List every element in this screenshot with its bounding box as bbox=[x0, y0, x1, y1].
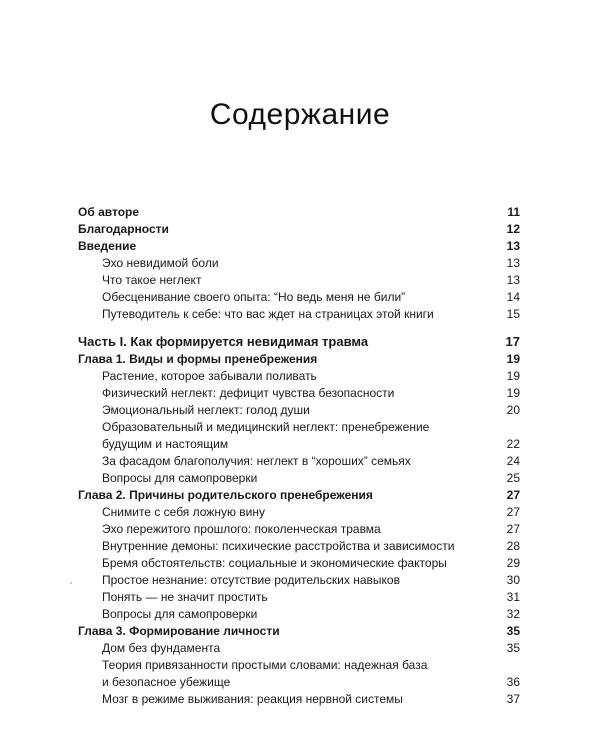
toc-subentry bbox=[78, 538, 520, 555]
toc-entry-title-line: Путеводитель к себе: что вас ждет на страницах этой книги bbox=[102, 307, 434, 321]
toc-entry-title-line: Эмоциональный неглект: голод души bbox=[102, 403, 310, 417]
toc-subentry bbox=[78, 385, 520, 402]
toc-entry-title-line: Физический неглект: дефицит чувства безопасности bbox=[102, 386, 395, 400]
toc-page-number: 28 bbox=[506, 539, 520, 553]
toc-entry-title bbox=[102, 386, 394, 400]
toc-entry-title-line: Эхо невидимой боли bbox=[102, 256, 219, 270]
toc-page-number: 15 bbox=[506, 307, 520, 321]
toc-entry-title bbox=[102, 419, 490, 453]
toc-entry-title bbox=[78, 352, 317, 366]
toc-entry-title-line: Глава 1. Виды и формы пренебрежения bbox=[78, 352, 318, 366]
toc-subentry bbox=[78, 419, 520, 453]
toc-entry-title bbox=[102, 641, 220, 655]
toc-page-number: 20 bbox=[506, 403, 520, 417]
toc-subentry bbox=[78, 470, 520, 487]
toc-page-number: 19 bbox=[506, 352, 520, 366]
toc-top-entry bbox=[78, 221, 520, 238]
toc-entry-title-line: Введение bbox=[78, 239, 137, 253]
toc-entry-title bbox=[102, 657, 490, 691]
toc-page-number: 35 bbox=[506, 624, 520, 638]
toc-top-entry bbox=[78, 238, 520, 255]
toc-entry-title bbox=[102, 590, 268, 604]
toc-page-number: 11 bbox=[507, 205, 520, 219]
toc-entry-title-line: Понять — не значит простить bbox=[102, 590, 268, 604]
toc-entry-title-line: Простое незнание: отсутствие родительских навыков bbox=[102, 573, 400, 587]
toc-page-number: 32 bbox=[506, 607, 520, 621]
scan-speck bbox=[70, 582, 72, 584]
toc-entry-title-line: Образовательный и медицинский неглект: пренебрежение bbox=[102, 420, 430, 434]
toc-subentry bbox=[78, 555, 520, 572]
toc-entry-title-line: Дом без фундамента bbox=[102, 641, 221, 655]
toc-chapter-heading bbox=[78, 487, 520, 504]
table-of-contents bbox=[78, 204, 520, 708]
toc-entry-title bbox=[102, 273, 201, 287]
toc-entry-title bbox=[102, 369, 317, 383]
toc-subentry bbox=[78, 453, 520, 470]
toc-subentry bbox=[78, 289, 520, 306]
toc-page-number: 31 bbox=[506, 590, 520, 604]
toc-page-number: 14 bbox=[506, 290, 520, 304]
toc-subentry bbox=[78, 306, 520, 323]
page-title: Содержание bbox=[209, 98, 391, 132]
toc-entry-title bbox=[102, 471, 257, 485]
toc-entry-title bbox=[78, 334, 368, 349]
toc-page-number: 13 bbox=[506, 256, 520, 270]
toc-page-number: 30 bbox=[506, 573, 520, 587]
toc-entry-title-line: Благодарности bbox=[78, 222, 169, 236]
toc-subentry bbox=[78, 606, 520, 623]
toc-page-number: 22 bbox=[506, 437, 520, 451]
toc-entry-title-line: Внутренние демоны: психические расстройства и зависимости bbox=[102, 539, 455, 553]
toc-page-number: 13 bbox=[506, 239, 520, 253]
toc-subentry bbox=[78, 521, 520, 538]
toc-entry-title bbox=[102, 573, 400, 587]
toc-entry-title-line: Теория привязанности простыми словами: надежная база bbox=[102, 658, 428, 672]
toc-entry-title-line: Что такое неглект bbox=[102, 273, 202, 287]
toc-page-number: 27 bbox=[506, 488, 520, 502]
toc-entry-title-line: За фасадом благополучия: неглект в “хороших” семьях bbox=[102, 454, 411, 468]
toc-entry-title bbox=[102, 539, 455, 553]
toc-entry-title-line: Эхо пережитого прошлого: поколенческая травма bbox=[102, 522, 381, 536]
toc-entry-title-line: Мозг в режиме выживания: реакция нервной системы bbox=[102, 692, 403, 706]
toc-entry-title bbox=[102, 505, 265, 519]
toc-chapter-heading bbox=[78, 623, 520, 640]
toc-entry-title bbox=[102, 607, 257, 621]
toc-entry-title bbox=[102, 556, 447, 570]
toc-page-number: 19 bbox=[506, 386, 520, 400]
toc-page-number: 12 bbox=[506, 222, 520, 236]
toc-page-number: 37 bbox=[506, 692, 520, 706]
toc-entry-title bbox=[102, 307, 434, 321]
toc-subentry bbox=[78, 272, 520, 289]
toc-subentry bbox=[78, 504, 520, 521]
toc-page-number: 35 bbox=[506, 641, 520, 655]
toc-page-number: 19 bbox=[506, 369, 520, 383]
toc-entry-title bbox=[78, 488, 373, 502]
toc-entry-title-line: Бремя обстоятельств: социальные и экономические факторы bbox=[102, 556, 447, 570]
toc-entry-title bbox=[78, 222, 169, 236]
toc-entry-title bbox=[78, 205, 139, 219]
toc-part-heading bbox=[78, 333, 520, 351]
toc-entry-title bbox=[102, 403, 310, 417]
toc-page-number: 13 bbox=[506, 273, 520, 287]
toc-entry-title-line: будущим и настоящим bbox=[102, 437, 229, 451]
toc-chapter-heading bbox=[78, 351, 520, 368]
toc-entry-title-line: Вопросы для самопроверки bbox=[102, 471, 258, 485]
toc-entry-title-line: Вопросы для самопроверки bbox=[102, 607, 258, 621]
toc-entry-title-line: Снимите с себя ложную вину bbox=[102, 505, 266, 519]
toc-entry-title bbox=[102, 454, 411, 468]
toc-subentry bbox=[78, 640, 520, 657]
toc-entry-title bbox=[78, 239, 136, 253]
toc-entry-title-line: и безопасное убежище bbox=[102, 675, 231, 689]
toc-subentry bbox=[78, 691, 520, 708]
toc-entry-title-line: Глава 2. Причины родительского пренебрежения bbox=[78, 488, 373, 502]
toc-subentry bbox=[78, 402, 520, 419]
toc-subentry bbox=[78, 589, 520, 606]
toc-entry-title-line: Растение, которое забывали поливать bbox=[102, 369, 317, 383]
toc-entry-title-line: Об авторе bbox=[78, 205, 140, 219]
toc-page-number: 36 bbox=[506, 675, 520, 689]
toc-entry-title bbox=[78, 624, 280, 638]
toc-subentry bbox=[78, 255, 520, 272]
toc-entry-title-line: Обесценивание своего опыта: “Но ведь меня не били” bbox=[102, 290, 406, 304]
toc-entry-title bbox=[102, 692, 403, 706]
toc-subentry bbox=[78, 572, 520, 589]
toc-top-entry bbox=[78, 204, 520, 221]
toc-subentry bbox=[78, 657, 520, 691]
toc-entry-title-line: Глава 3. Формирование личности bbox=[78, 624, 280, 638]
toc-page-number: 24 bbox=[506, 454, 520, 468]
toc-entry-title bbox=[102, 522, 381, 536]
toc-page-number: 27 bbox=[506, 522, 520, 536]
toc-page-number: 27 bbox=[506, 505, 520, 519]
toc-page-number: 17 bbox=[505, 334, 520, 349]
toc-page-number: 25 bbox=[506, 471, 520, 485]
toc-subentry bbox=[78, 368, 520, 385]
toc-entry-title bbox=[102, 256, 219, 270]
toc-entry-title bbox=[102, 290, 405, 304]
toc-entry-title-line: Часть I. Как формируется невидимая травма bbox=[78, 334, 369, 349]
toc-page-number: 29 bbox=[506, 556, 520, 570]
